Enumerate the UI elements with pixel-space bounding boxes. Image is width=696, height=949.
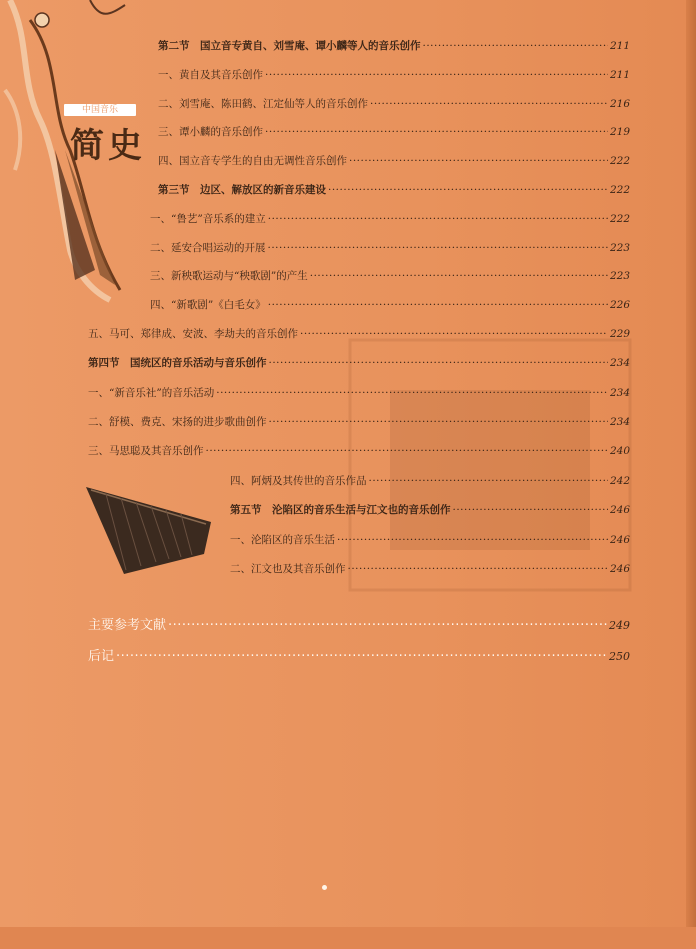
toc-item[interactable]: 二、刘雪庵、陈田鹤、江定仙等人的音乐创作 ····· 216 xyxy=(158,96,630,114)
bottom-band xyxy=(0,927,696,949)
toc-item[interactable]: 三、谭小麟的音乐创作 ····· 219 xyxy=(158,124,630,142)
leader-dots xyxy=(369,475,608,487)
leader-dots xyxy=(216,387,608,399)
leader-dots xyxy=(300,328,608,340)
leader-dots xyxy=(268,213,608,225)
toc-item[interactable]: 一、“鲁艺”音乐系的建立 ····· 222 xyxy=(150,211,630,229)
leader-dots xyxy=(328,184,608,196)
leader-dots xyxy=(269,357,608,369)
leader-dots xyxy=(370,98,608,110)
leader-dots xyxy=(116,649,607,664)
toc-item[interactable]: 四、阿炳及其传世的音乐作品 ····· 242 xyxy=(230,473,630,491)
series-title: 简史 xyxy=(70,126,146,166)
leader-dots xyxy=(206,445,608,457)
toc-afterword[interactable]: 后记 ····· 250 xyxy=(88,645,630,665)
decorative-dot xyxy=(322,885,327,890)
toc-references[interactable]: 主要参考文献 ····· 249 xyxy=(88,614,630,634)
toc-item[interactable]: 一、“新音乐社”的音乐活动 ····· 234 xyxy=(88,385,630,403)
leader-dots xyxy=(349,155,608,167)
toc-item[interactable]: 一、黄自及其音乐创作 ····· 211 xyxy=(158,67,630,85)
leader-dots xyxy=(268,242,608,254)
leader-dots xyxy=(268,299,608,311)
leader-dots xyxy=(423,40,608,52)
series-tag: 中国音乐 xyxy=(64,104,136,116)
toc-item[interactable]: 一、沦陷区的音乐生活 ····· 246 xyxy=(230,532,630,550)
leader-dots xyxy=(453,504,608,516)
leader-dots xyxy=(337,534,608,546)
page-edge xyxy=(686,0,696,949)
leader-dots xyxy=(348,563,608,575)
leader-dots xyxy=(310,270,608,282)
toc-item[interactable]: 四、国立音专学生的自由无调性音乐创作 ····· 222 xyxy=(158,153,630,171)
leader-dots xyxy=(265,126,608,138)
toc-item[interactable]: 四、“新歌剧”《白毛女》 ····· 226 xyxy=(150,297,630,315)
leader-dots xyxy=(168,618,607,633)
toc-item[interactable]: 三、马思聪及其音乐创作 ····· 240 xyxy=(88,443,630,461)
leader-dots xyxy=(269,416,608,428)
leader-dots xyxy=(265,69,608,81)
toc-item[interactable]: 二、舒模、费克、宋扬的进步歌曲创作 ····· 234 xyxy=(88,414,630,432)
panpipe-illustration xyxy=(86,482,216,577)
toc-section[interactable]: 第五节 沦陷区的音乐生活与江文也的音乐创作 ····· 246 xyxy=(230,502,630,520)
toc-section[interactable]: 第二节 国立音专黄自、刘雪庵、谭小麟等人的音乐创作 ····· 211 xyxy=(158,38,630,56)
toc-item[interactable]: 二、延安合唱运动的开展 ····· 223 xyxy=(150,240,630,258)
toc-item[interactable]: 五、马可、郑律成、安波、李劫夫的音乐创作 ····· 229 xyxy=(88,326,630,344)
toc-item[interactable]: 三、新秧歌运动与“秧歌剧”的产生 ····· 223 xyxy=(150,268,630,286)
toc-section[interactable]: 第四节 国统区的音乐活动与音乐创作 ····· 234 xyxy=(88,355,630,373)
toc-item[interactable]: 二、江文也及其音乐创作 ····· 246 xyxy=(230,561,630,579)
toc-section[interactable]: 第三节 边区、解放区的新音乐建设 ····· 222 xyxy=(158,182,630,200)
